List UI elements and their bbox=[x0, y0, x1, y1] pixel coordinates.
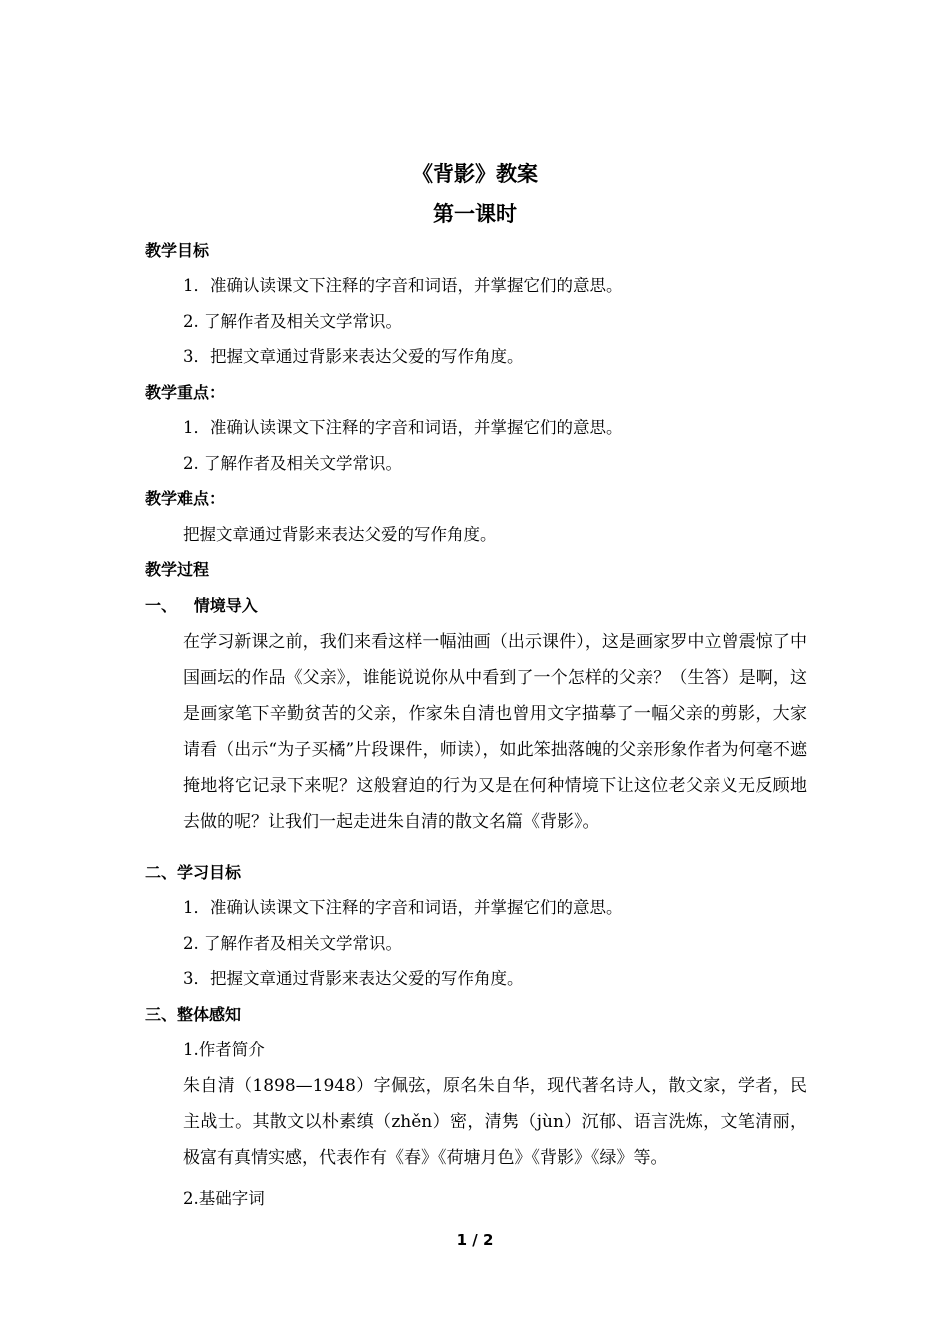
process-heading: 教学过程 bbox=[145, 560, 210, 579]
difficulty-text: 把握文章通过背影来表达父爱的写作角度。 bbox=[183, 525, 497, 544]
objective-item: 1．准确认读课文下注释的字音和词语，并掌握它们的意思。 bbox=[183, 276, 623, 295]
section1-heading: 一、 情境导入 bbox=[145, 596, 258, 615]
author-paragraph bbox=[145, 1068, 807, 1176]
objective-item: 2. 了解作者及相关文学常识。 bbox=[183, 312, 402, 331]
keypoints-heading: 教学重点： bbox=[145, 383, 226, 402]
section2-item: 2. 了解作者及相关文学常识。 bbox=[183, 934, 402, 953]
document-title: 《背影》教案 bbox=[412, 162, 538, 186]
document-subtitle: 第一课时 bbox=[433, 202, 517, 226]
section1-paragraph-text: 在学习新课之前，我们来看这样一幅油画（出示课件），这是画家罗中立曾震惊了中国画坛的作品《父亲》，谁能说说你从中看到了一个怎样的父亲？（生答）是啊，这是画家笔下辛勤贫苦的父亲，作家朱自清也曾用文字描摹了一幅父亲的剪影，大家请看（出示“为子买橘”片段课件，师读），如此笨拙落魄的父亲形象作者为何毫不遮掩地将它记录下来呢？这般窘迫的行为又是在何种情境下让这位老父亲义无反顾地去做的呢？让我们一起走进朱自清的散文名篇《背影》。 bbox=[183, 632, 807, 832]
section2-item: 1．准确认读课文下注释的字音和词语，并掌握它们的意思。 bbox=[183, 898, 623, 917]
objective-item: 3．把握文章通过背影来表达父爱的写作角度。 bbox=[183, 347, 524, 366]
keypoint-item: 1．准确认读课文下注释的字音和词语，并掌握它们的意思。 bbox=[183, 418, 623, 437]
section2-item: 3．把握文章通过背影来表达父爱的写作角度。 bbox=[183, 969, 524, 988]
author-label: 1.作者简介 bbox=[183, 1040, 265, 1059]
author-paragraph-text: 朱自清（1898—1948）字佩弦，原名朱自华，现代著名诗人，散文家，学者，民主战士。其散文以朴素缜（zhěn）密，清隽（jùn）沉郁、语言洗炼，文笔清丽，极富有真情实感，代表作有《春》《荷塘月色》《背影》《绿》等。 bbox=[183, 1076, 807, 1168]
vocab-label: 2.基础字词 bbox=[183, 1189, 265, 1208]
section3-heading: 三、整体感知 bbox=[145, 1005, 242, 1024]
section2-heading: 二、学习目标 bbox=[145, 863, 242, 882]
difficulty-heading: 教学难点： bbox=[145, 489, 226, 508]
objectives-heading: 教学目标 bbox=[145, 241, 210, 260]
keypoint-item: 2. 了解作者及相关文学常识。 bbox=[183, 454, 402, 473]
section1-paragraph bbox=[145, 624, 807, 840]
page-number: 1 / 2 bbox=[456, 1231, 494, 1249]
